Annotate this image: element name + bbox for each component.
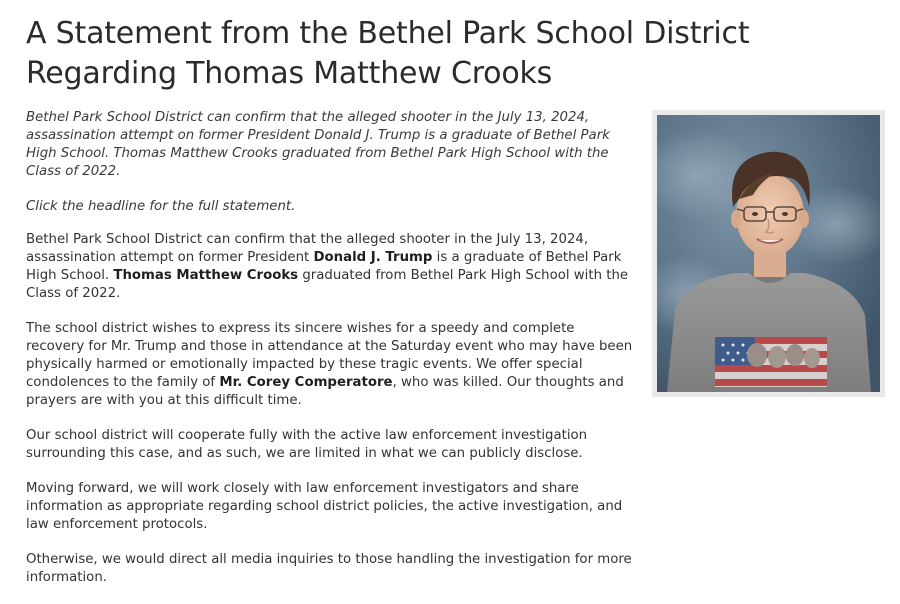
paragraph-text: , who was killed. Our thoughts and prayers are with you at this difficult time. [26, 375, 624, 408]
article-headline[interactable]: A Statement from the Bethel Park School District Regarding Thomas Matthew Crooks [26, 16, 750, 91]
portrait-photo [657, 115, 880, 392]
full-statement-hint: Click the headline for the full statement. [26, 199, 296, 214]
article-body [26, 109, 636, 604]
statement-paragraph-1 [26, 231, 636, 303]
name-corey-comperatore: Mr. Corey Comperatore [219, 375, 393, 390]
portrait-frame [652, 110, 885, 397]
name-thomas-crooks: Thomas Matthew Crooks [113, 268, 299, 283]
name-donald-trump: Donald J. Trump [313, 250, 433, 265]
statement-paragraph-5: Otherwise, we would direct all media inquiries to those handling the investigation for more information. [26, 552, 632, 585]
article-summary: Bethel Park School District can confirm that the alleged shooter in the July 13, 2024, assassination attempt on former President Donald J. Trump is a graduate of Bethel Park High School. Thomas Matthew Crooks graduated from Bethel Park High School with the Class of 2022. [26, 110, 610, 179]
statement-paragraph-2 [26, 320, 636, 410]
paragraph-text: is a graduate of Bethel Park High School. [26, 250, 622, 283]
statement-paragraph-4: Moving forward, we will work closely with law enforcement investigators and share information as appropriate regarding school district policies, the active investigation, and law enforcement protocols. [26, 481, 623, 532]
paragraph-text: The school district wishes to express its sincere wishes for a speedy and complete recovery for Mr. Trump and those in attendance at the Saturday event who may have been physically harmed or emotionally impacted by these tragic events. We offer special condolences to the family of [26, 321, 633, 390]
paragraph-text: graduated from Bethel Park High School with the Class of 2022. [26, 268, 629, 301]
paragraph-text: Bethel Park School District can confirm that the alleged shooter in the July 13, 2024, assassination attempt on former President [26, 232, 589, 265]
statement-paragraph-3: Our school district will cooperate fully with the active law enforcement investigation surrounding this case, and as such, we are limited in what we can publicly disclose. [26, 428, 588, 461]
